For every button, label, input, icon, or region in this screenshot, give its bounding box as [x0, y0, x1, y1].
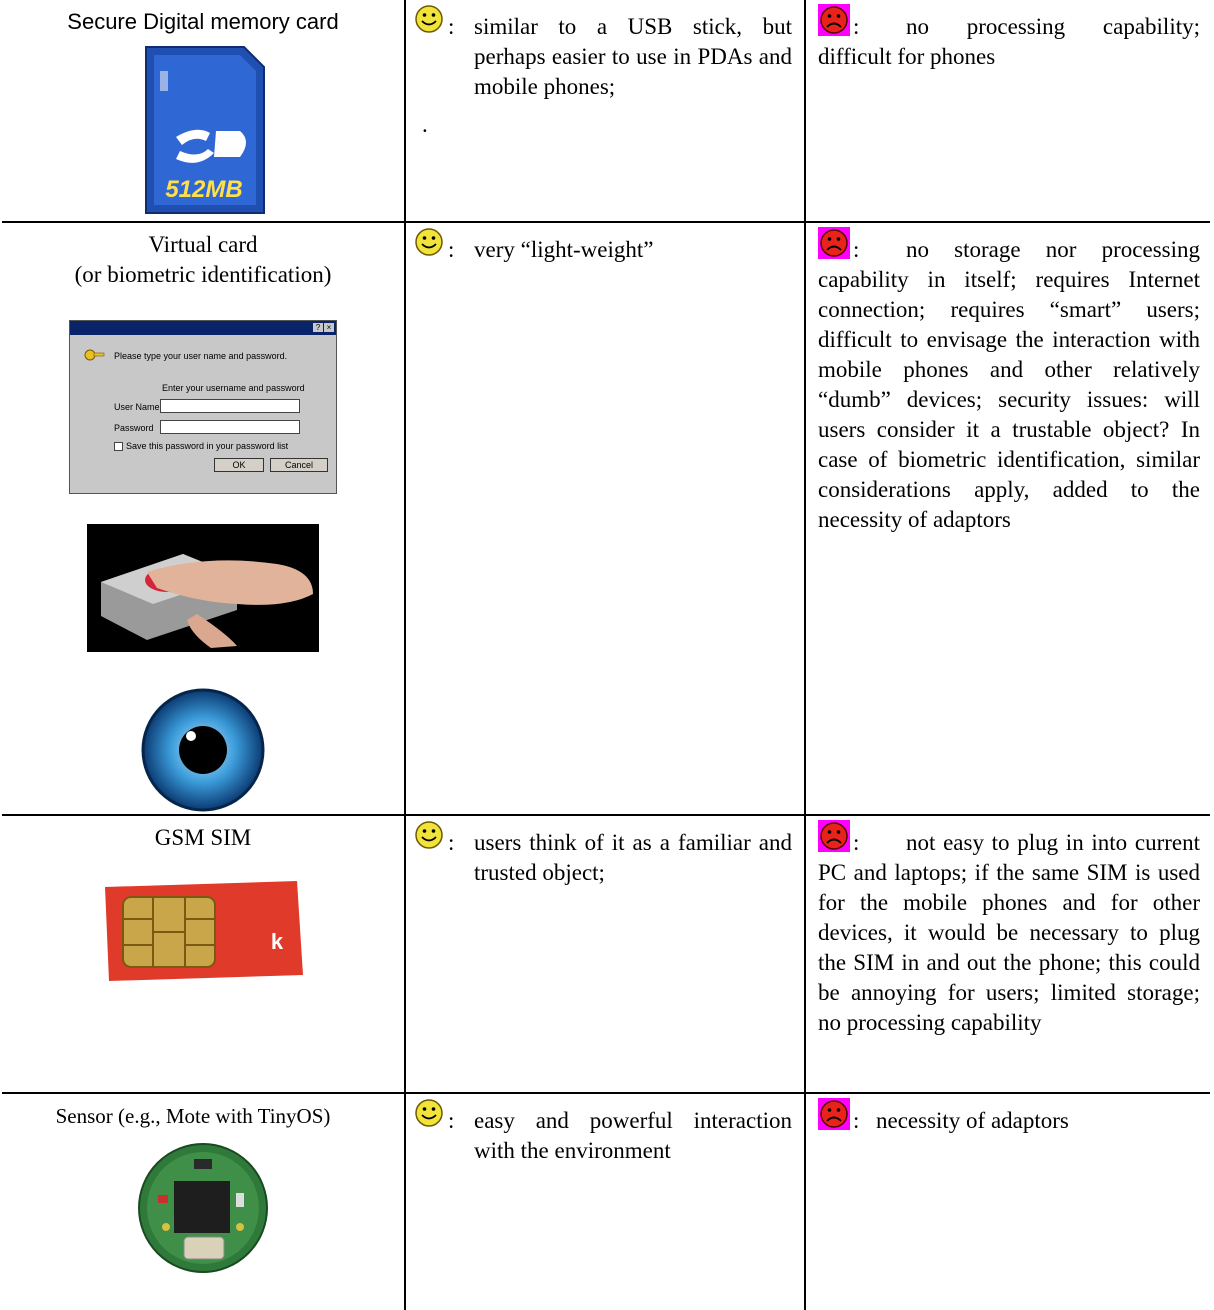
cancel-button[interactable]: Cancel [270, 458, 328, 472]
fingerprint-scanner-image [87, 524, 319, 652]
help-icon: ? [313, 323, 323, 332]
frown-icon [818, 4, 850, 36]
device-name: Sensor (e.g., Mote with TinyOS) [55, 1104, 331, 1128]
close-icon: × [324, 323, 334, 332]
smiley-icon [414, 4, 444, 34]
table-row [2, 815, 1210, 1093]
sensor-mote-image [136, 1141, 270, 1275]
con-cell: : not easy to plug in into current PC and laptops; if the same SIM is used for the mobile phones and for other devices, it would be necessary to plug the SIM in and out the phone; this could be annoying for users; limited storage; no processing capability [805, 815, 1210, 1093]
pro-cell: : users think of it as a familiar and trusted object; [405, 815, 805, 1093]
pro-text: easy and powerful interaction with the environment [474, 1108, 792, 1163]
table-row [2, 0, 1210, 222]
frown-icon [818, 227, 850, 259]
device-cell [2, 1093, 405, 1310]
dialog-prompt: Please type your user name and password. [114, 351, 288, 361]
save-password-checkbox[interactable] [114, 442, 123, 451]
con-text: necessity of adaptors [876, 1108, 1069, 1133]
device-cell [2, 222, 405, 815]
eye-iris-image [139, 686, 267, 814]
device-subtitle: (or biometric identification) [74, 262, 332, 287]
table-row [2, 1093, 1210, 1310]
stray-dot: . [422, 112, 428, 137]
sim-logo-label: k [270, 929, 284, 954]
save-password-label: Save this password in your password list [126, 441, 289, 451]
sim-card-image [101, 879, 305, 983]
device-name: Secure Digital memory card [67, 9, 339, 34]
pro-text: similar to a USB stick, but perhaps easier to use in PDAs and mobile phones; [474, 14, 792, 99]
con-cell: : no storage nor processing capability in itself; requires Internet connection; requires “smart” users; difficult to envisage the interaction with mobile phones and other relatively “dumb” devices; security issues: will users consider it a trustable object? In case of biometric identification, similar considerations apply, added to the necessity of adaptors [805, 222, 1210, 815]
login-dialog-image [69, 320, 337, 494]
password-input[interactable] [160, 420, 300, 434]
con-cell: : necessity of adaptors [805, 1093, 1210, 1310]
device-cell [2, 0, 405, 222]
sd-card-image [136, 41, 270, 219]
lock-switch-icon [160, 71, 168, 91]
smiley-icon [414, 1098, 444, 1128]
pro-cell: : similar to a USB stick, but perhaps easier to use in PDAs and mobile phones; . [405, 0, 805, 222]
device-cell [2, 815, 405, 1093]
password-label: Password [114, 423, 154, 433]
sd-capacity-label: 512MB [165, 176, 243, 203]
pro-text: very “light-weight” [474, 237, 654, 262]
pro-cell: : very “light-weight” [405, 222, 805, 815]
device-name: GSM SIM [154, 825, 252, 850]
pro-cell: : easy and powerful interaction with the environment [405, 1093, 805, 1310]
user-name-label: User Name [114, 402, 160, 412]
key-icon [84, 347, 106, 363]
frown-icon [818, 1098, 850, 1130]
frown-icon [818, 820, 850, 852]
device-name: Virtual card [148, 232, 258, 257]
con-cell: : no processing capability; difficult for phones [805, 0, 1210, 222]
pro-text: users think of it as a familiar and trusted object; [474, 830, 792, 885]
smiley-icon [414, 820, 444, 850]
con-text: not easy to plug in into current PC and laptops; if the same SIM is used for the mobile phones and for other devices, it would be necessary to plug the SIM in and out the phone; this could be annoying for users; limited storage; no processing capability [818, 830, 1200, 1035]
table-row [2, 222, 1210, 815]
con-text: no storage nor processing capability in itself; requires Internet connection; requires “smart” users; difficult to envisage the interaction with mobile phones and other relatively “dumb” devices; security issues: will users consider it a trustable object? In case of biometric identification, similar considerations apply, added to the necessity of adaptors [818, 237, 1200, 532]
smiley-icon [414, 227, 444, 257]
con-text: no processing capability; difficult for phones [818, 14, 1200, 69]
dialog-subtitle: Enter your username and password [162, 383, 305, 393]
user-name-input[interactable] [160, 399, 300, 413]
ok-button[interactable]: OK [214, 458, 264, 472]
device-comparison-table [2, 0, 1210, 1310]
